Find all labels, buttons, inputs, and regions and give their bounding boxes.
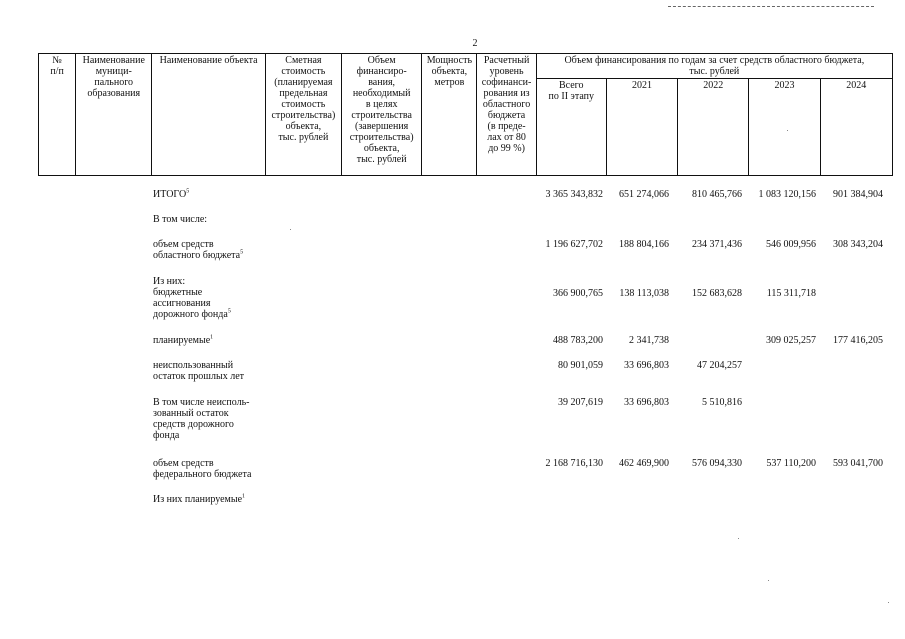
row-label: неиспользованный остаток прошлых лет xyxy=(153,360,245,382)
value-2021: 2 341,738 xyxy=(629,335,669,346)
value-total-stage: 39 207,619 xyxy=(558,397,603,408)
value-2022: 5 510,816 xyxy=(702,397,742,408)
header-year-2023: 2023 xyxy=(749,79,820,176)
value-2022: 47 204,257 xyxy=(697,360,742,371)
value-total-stage: 488 783,200 xyxy=(553,335,603,346)
row-label: ИТОГО$^5$ xyxy=(153,188,190,200)
row-label: планируемые$^1$ xyxy=(153,334,214,346)
row-label: объем средств федерального бюджета xyxy=(153,458,252,480)
page-number: 2 xyxy=(472,38,478,49)
value-2022: 152 683,628 xyxy=(692,288,742,299)
header-table xyxy=(38,53,893,176)
value-2023: 309 025,257 xyxy=(766,335,816,346)
header-total-stage: Всего по II этапу xyxy=(536,79,606,176)
header-year-2024: 2024 xyxy=(820,79,892,176)
value-total-stage: 80 901,059 xyxy=(558,360,603,371)
value-2024: 593 041,700 xyxy=(833,458,883,469)
header-estimated-cost: Сметная стоимость (планируемая предельная стоимость строительства) объекта, тыс. рублей xyxy=(265,54,341,176)
header-year-2021: 2021 xyxy=(606,79,677,176)
value-total-stage: 2 168 716,130 xyxy=(545,458,603,469)
header-capacity: Мощность объекта, метров xyxy=(422,54,477,176)
value-2022: 810 465,766 xyxy=(692,189,742,200)
value-2021: 651 274,066 xyxy=(619,189,669,200)
row-label: В том числе: xyxy=(153,214,208,225)
header-year-2022: 2022 xyxy=(678,79,749,176)
value-total-stage: 3 365 343,832 xyxy=(545,189,603,200)
value-2021: 33 696,803 xyxy=(624,360,669,371)
row-label: Из них планируемые$^1$ xyxy=(153,493,246,505)
row-label: объем средств областного бюджета$^5$ xyxy=(153,239,244,261)
header-object: Наименование объекта xyxy=(152,54,265,176)
value-2024: 901 384,904 xyxy=(833,189,883,200)
header-cofinancing: Расчетный уровень софинанси- рования из областного бюджета (в преде- лах от 80 до 99 %) xyxy=(477,54,536,176)
value-2023: 546 009,956 xyxy=(766,239,816,250)
scan-speck xyxy=(787,130,788,131)
scan-speck xyxy=(738,538,739,539)
header-financing-volume: Объем финансиро- вания, необходимый в целях строительства (завершения строительства) объекта, тыс. рублей xyxy=(342,54,422,176)
scan-speck xyxy=(768,580,769,581)
header-financing-by-year: Объем финансирования по годам за счет средств областного бюджета, тыс. рублей xyxy=(536,54,892,79)
value-2023: 537 110,200 xyxy=(766,458,816,469)
value-2024: 308 343,204 xyxy=(833,239,883,250)
value-total-stage: 1 196 627,702 xyxy=(545,239,603,250)
row-label: Из них: бюджетные ассигнования дорожного фонда$^5$ xyxy=(153,276,231,320)
row-label: В том числе неисполь- зованный остаток средств дорожного фонда xyxy=(153,397,250,441)
value-2022: 576 094,330 xyxy=(692,458,742,469)
value-2021: 138 113,038 xyxy=(619,288,669,299)
value-2021: 33 696,803 xyxy=(624,397,669,408)
header-num: № п/п xyxy=(39,54,76,176)
value-2022: 234 371,436 xyxy=(692,239,742,250)
value-2021: 462 469,900 xyxy=(619,458,669,469)
scan-speck xyxy=(290,229,291,230)
top-rule xyxy=(668,6,874,7)
header-municipality: Наименование муници- пального образования xyxy=(76,54,152,176)
value-2024: 177 416,205 xyxy=(833,335,883,346)
value-total-stage: 366 900,765 xyxy=(553,288,603,299)
value-2021: 188 804,166 xyxy=(619,239,669,250)
value-2023: 115 311,718 xyxy=(766,288,816,299)
scan-speck xyxy=(888,602,889,603)
value-2023: 1 083 120,156 xyxy=(758,189,816,200)
